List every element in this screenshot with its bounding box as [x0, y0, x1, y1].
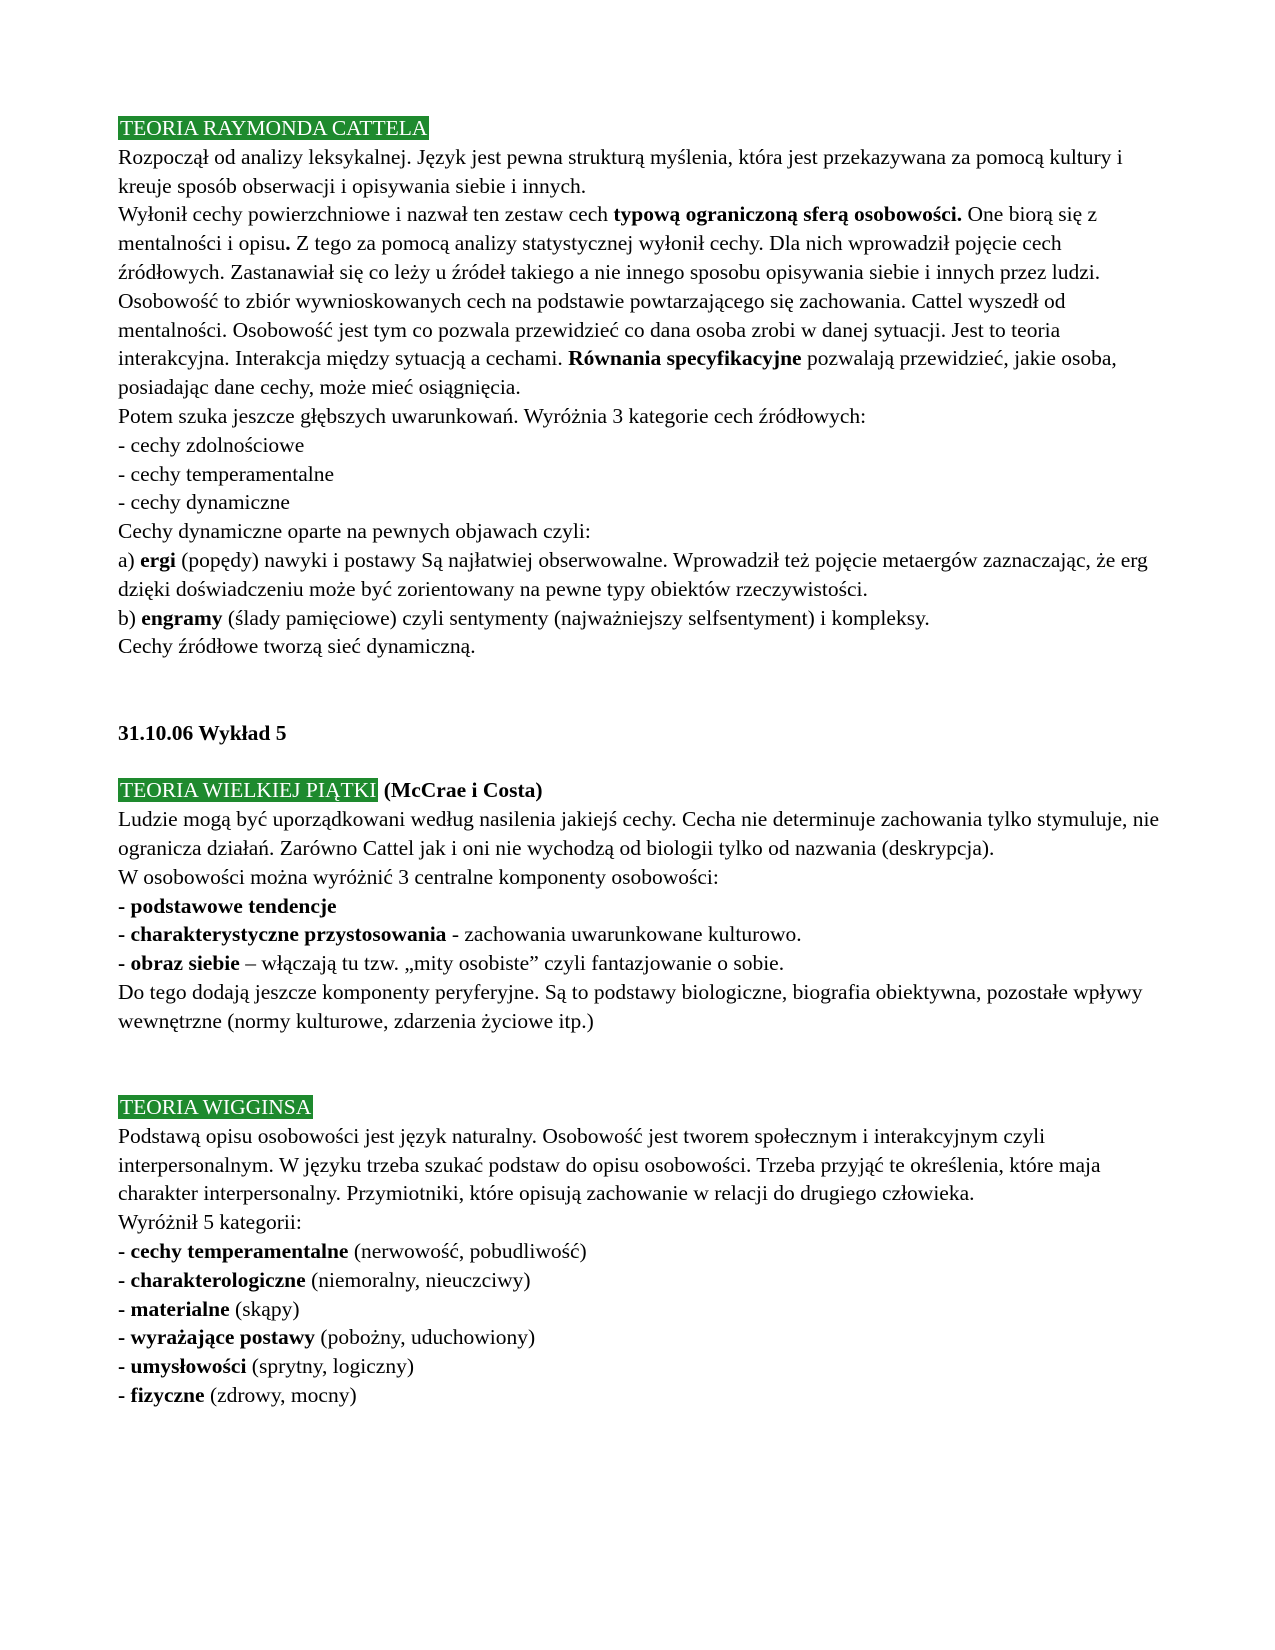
- paragraph: [118, 287, 1168, 402]
- text-run: (skąpy): [229, 1296, 300, 1321]
- bullet-dash: -: [118, 1325, 131, 1350]
- bold-term: cechy temperamentalne: [130, 1239, 349, 1264]
- spacer: [118, 748, 1168, 777]
- text-run: - zachowania uwarunkowane kulturowo.: [446, 922, 802, 947]
- text-run: b): [118, 605, 142, 630]
- list-item: - cechy dynamiczne: [118, 490, 290, 515]
- bullet-dash: -: [118, 1383, 131, 1408]
- list-item: [118, 949, 1168, 978]
- document-page: [118, 114, 1168, 1410]
- bold-term: ergi: [140, 547, 176, 572]
- paragraph: Cechy dynamiczne oparte na pewnych objawach czyli:: [118, 519, 591, 544]
- text-run: Z tego za pomocą analizy statystycznej wyłonił cechy. Dla nich wprowadził pojęcie cech źródłowych. Zastanawiał się co leży u źródeł takiego a nie innego sposobu opisywania siebie i innych przez ludzi.: [118, 231, 1101, 284]
- text-run: One biorą się z mentalności i opisu: [118, 202, 1098, 256]
- list-item-b: [118, 604, 1168, 633]
- text-run: Wyłonił cechy powierzchniowe i nazwał ten zestaw cech: [118, 202, 614, 227]
- bold-term: engramy: [141, 605, 223, 630]
- list-item: [118, 1266, 1168, 1295]
- bold-term: podstawowe tendencje: [130, 893, 337, 918]
- text-run: (sprytny, logiczny): [246, 1354, 415, 1379]
- bold-term: Równania specyfikacyjne: [568, 346, 802, 371]
- list-item: [118, 1352, 1168, 1381]
- bold-term: materialne: [130, 1296, 230, 1321]
- bullet-dash: -: [118, 951, 131, 976]
- text-run: – włączają tu tzw. „mity osobiste” czyli fantazjowanie o sobie.: [239, 951, 785, 976]
- list-item: [118, 892, 1168, 921]
- text-run: (niemoralny, nieuczciwy): [305, 1267, 531, 1292]
- list-item: - cechy temperamentalne: [118, 461, 335, 486]
- paragraph: Ludzie mogą być uporządkowani według nasilenia jakiejś cechy. Cecha nie determinuje zachowania tylko stymuluje, nie ogranicza działań. Zarówno Cattel jak i oni nie wychodzą od biologii tylko od nazwania (deskrypcja).: [118, 807, 1159, 860]
- bullet-dash: -: [118, 1239, 131, 1264]
- heading-highlight: TEORIA RAYMONDA CATTELA: [120, 116, 428, 140]
- lecture-heading: [118, 719, 1168, 748]
- section-heading: [118, 1093, 1168, 1122]
- paragraph: Rozpoczął od analizy leksykalnej. Język jest pewna strukturą myślenia, która jest przekazywana za pomocą kultury i kreuje sposób obserwacji i opisywania siebie i innych.: [118, 144, 1123, 198]
- spacer: [118, 1036, 1168, 1094]
- heading-subtitle: (McCrae i Costa): [378, 778, 543, 803]
- paragraph: Potem szuka jeszcze głębszych uwarunkowań. Wyróżnia 3 kategorie cech źródłowych:: [118, 403, 867, 428]
- section-heading: [118, 114, 1168, 143]
- bold-term: wyrażające postawy: [130, 1325, 316, 1350]
- bullet-dash: -: [118, 1267, 131, 1292]
- section-heading: [118, 776, 1168, 805]
- paragraph: Podstawą opisu osobowości jest język naturalny. Osobowość jest tworem społecznym i interakcyjnym czyli interpersonalnym. W języku trzeba szukać podstaw do opisu osobowości. Trzeba przyjąć te określenia, które maja charakter interpersonalny. Przymiotniki, które opisują zachowanie w relacji do drugiego człowieka.: [118, 1123, 1101, 1206]
- text-run: (popędy) nawyki i postawy Są najłatwiej obserwowalne. Wprowadził też pojęcie metaergów zaznaczając, że erg dzięki doświadczeniu może być zorientowany na pewne typy obiektów rzeczywistości.: [118, 547, 1148, 601]
- bold-dot: .: [285, 231, 291, 256]
- heading-highlight: TEORIA WIELKIEJ PIĄTKI: [120, 778, 377, 803]
- bold-term: charakterystyczne przystosowania: [130, 922, 447, 947]
- text-run: (nerwowość, pobudliwość): [348, 1239, 587, 1264]
- paragraph: Do tego dodają jeszcze komponenty peryferyjne. Są to podstawy biologiczne, biografia obiektywna, pozostałe wpływy wewnętrzne (normy kulturowe, zdarzenia życiowe itp.): [118, 979, 1143, 1033]
- lecture-title: 31.10.06 Wykład 5: [118, 720, 287, 745]
- bold-term: charakterologiczne: [130, 1267, 306, 1292]
- paragraph: W osobowości można wyróżnić 3 centralne komponenty osobowości:: [118, 864, 719, 889]
- bold-term: obraz siebie: [130, 951, 240, 976]
- text-run: pozwalają przewidzieć, jakie osoba, posiadając dane cechy, może mieć osiągnięcia.: [118, 346, 1117, 400]
- text-run: Osobowość to zbiór wywnioskowanych cech na podstawie powtarzającego się zachowania. Cattel wyszedł od mentalności. Osobowość jest tym co pozwala przewidzieć co dana osoba zrobi w danej sytuacji. Jest to teoria interakcyjna. Interakcja między sytuacją a cechami.: [118, 288, 1066, 371]
- paragraph: [118, 200, 1168, 286]
- heading-highlight: TEORIA WIGGINSA: [120, 1095, 312, 1120]
- bullet-dash: -: [118, 1354, 131, 1379]
- text-run: a): [118, 547, 141, 572]
- bullet-dash: -: [118, 893, 131, 918]
- bold-term: typową ograniczoną sferą osobowości.: [613, 202, 963, 227]
- bullet-dash: -: [118, 1296, 131, 1321]
- spacer: [118, 661, 1168, 719]
- bullet-dash: -: [118, 922, 131, 947]
- text-run: (ślady pamięciowe) czyli sentymenty (najważniejszy selfsentyment) i kompleksy.: [222, 605, 930, 630]
- list-item: [118, 1381, 1168, 1410]
- list-item: [118, 1237, 1168, 1266]
- list-item: [118, 920, 1168, 949]
- bold-term: fizyczne: [130, 1383, 205, 1408]
- bold-term: umysłowości: [130, 1354, 247, 1379]
- text-run: (zdrowy, mocny): [204, 1383, 357, 1408]
- paragraph: Cechy źródłowe tworzą sieć dynamiczną.: [118, 634, 476, 659]
- paragraph: Wyróżnił 5 kategorii:: [118, 1210, 302, 1235]
- list-item-a: [118, 546, 1168, 604]
- text-run: (pobożny, uduchowiony): [315, 1325, 536, 1350]
- list-item: - cechy zdolnościowe: [118, 432, 305, 457]
- list-item: [118, 1295, 1168, 1324]
- list-item: [118, 1323, 1168, 1352]
